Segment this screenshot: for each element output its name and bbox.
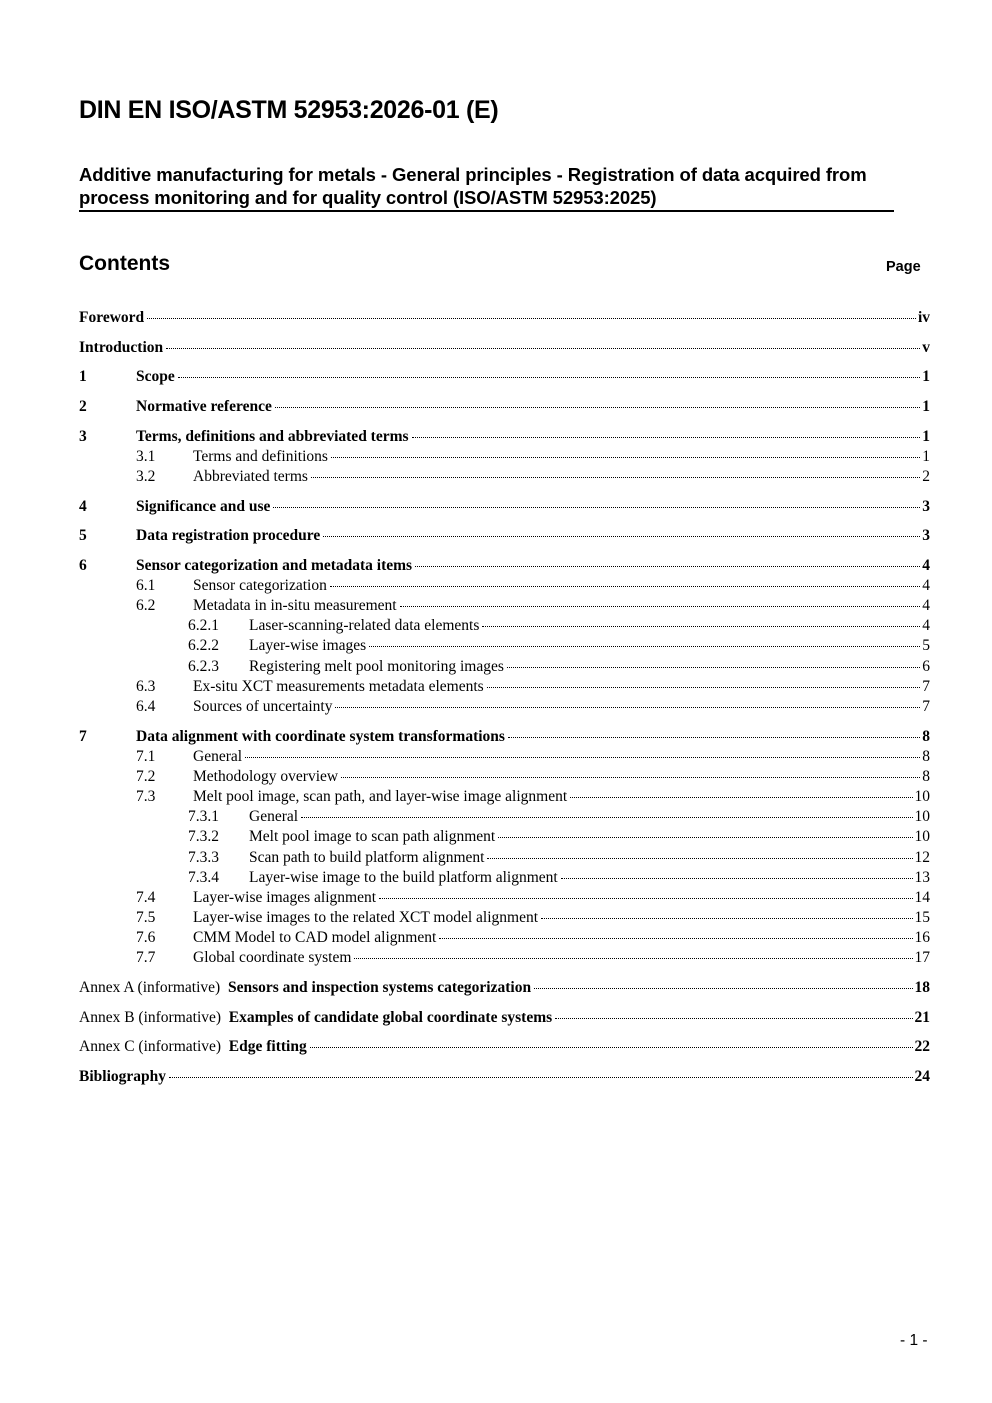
toc-entry-7-5[interactable] [0,908,992,928]
toc-entry-7-2[interactable] [0,767,992,787]
toc-entry-page: v [922,339,930,356]
toc-entry-title[interactable]: General [249,808,299,825]
dot-leader [311,476,920,478]
toc-entry-title[interactable]: Introduction [79,339,164,356]
toc-entry-6-4[interactable] [0,697,992,717]
toc-entry-number: 7.4 [136,889,156,906]
document-subtitle: Additive manufacturing for metals - General principles - Registration of data acquired from process monitoring and for quality control (ISO/ASTM 52953:2025) [79,163,894,212]
toc-entry-7-6[interactable] [0,928,992,948]
dot-leader [415,565,920,567]
dot-leader [331,456,920,458]
toc-entry-title[interactable]: Sensor categorization and metadata items [136,557,413,574]
dot-leader [147,317,916,319]
document-title: DIN EN ISO/ASTM 52953:2026-01 (E) [79,96,499,124]
toc-entry-page: 3 [922,498,930,515]
toc-entry-number: 7.6 [136,929,156,946]
toc-entry-title[interactable]: Layer-wise images to the related XCT model alignment [193,909,539,926]
toc-entry-2[interactable] [0,397,992,417]
toc-entry-title[interactable]: Ex-situ XCT measurements metadata elements [193,678,484,695]
toc-entry-number: 7.3.2 [188,828,219,845]
dot-leader [354,957,912,959]
dot-leader [379,897,912,899]
toc-entry-number: 7 [79,728,87,745]
dot-leader [310,1046,913,1048]
toc-entry-title[interactable]: Melt pool image to scan path alignment [249,828,496,845]
contents-heading: Contents [79,252,170,275]
toc-entry-title[interactable]: Scope [136,368,175,385]
toc-entry-introduction[interactable] [0,338,992,358]
toc-entry-page: 16 [914,929,930,946]
toc-entry-number: 6 [79,557,87,574]
toc-entry-page: 4 [922,617,930,634]
toc-entry-3[interactable] [0,427,992,447]
toc-entry-page: 5 [922,637,930,654]
toc-entry-title[interactable]: Significance and use [136,498,271,515]
toc-entry-number: 7.3.1 [188,808,219,825]
dot-leader [330,585,920,587]
toc-entry-7-3-4[interactable] [0,868,992,888]
toc-entry-4[interactable] [0,497,992,517]
dot-leader [301,816,912,818]
dot-leader [169,1076,913,1078]
toc-entry-number: 3.1 [136,448,156,465]
toc-entry-title[interactable]: Bibliography [79,1068,166,1085]
toc-entry-page: 24 [914,1068,930,1085]
toc-entry-6-2[interactable] [0,596,992,616]
toc-entry-title[interactable]: Edge fitting [228,1038,307,1055]
toc-entry-page: 21 [914,1009,930,1026]
toc-entry-page: 10 [914,828,930,845]
toc-entry-page: 2 [922,468,930,485]
toc-entry-title[interactable]: Data registration procedure [136,527,321,544]
toc-entry-page: 4 [922,557,930,574]
dot-leader [487,857,912,859]
toc-entry-number: 4 [79,498,87,515]
toc-entry-title[interactable]: Sensor categorization [193,577,327,594]
dot-leader [178,376,921,378]
toc-entry-page: 7 [922,698,930,715]
toc-entry-title[interactable]: Normative reference [136,398,272,415]
toc-entry-number: 7.7 [136,949,156,966]
toc-entry-title[interactable]: Layer-wise images [249,637,367,654]
toc-entry-title[interactable]: Melt pool image, scan path, and layer-wise image alignment [193,788,568,805]
toc-entry-title[interactable]: Abbreviated terms [193,468,308,485]
dot-leader [439,937,912,939]
toc-entry-number: 6.4 [136,698,156,715]
toc-entry-6-2-3[interactable] [0,657,992,677]
dot-leader [245,756,920,758]
toc-entry-number: 7.3.3 [188,849,219,866]
toc-entry-page: 17 [914,949,930,966]
toc-entry-5[interactable] [0,526,992,546]
toc-entry-number: 7.1 [136,748,156,765]
toc-entry-page: 18 [914,979,930,996]
dot-leader [341,776,920,778]
toc-entry-7-3-3[interactable] [0,848,992,868]
dot-leader [555,1017,912,1019]
toc-entry-page: 12 [914,849,930,866]
toc-entry-3-1[interactable] [0,447,992,467]
toc-entry-6-2-2[interactable] [0,636,992,656]
toc-entry-6-2-1[interactable] [0,616,992,636]
dot-leader [335,706,920,708]
dot-leader [275,406,920,408]
toc-entry-page: 10 [914,788,930,805]
toc-entry-7-3-1[interactable] [0,807,992,827]
toc-entry-title[interactable]: General [193,748,243,765]
toc-entry-title[interactable]: Data alignment with coordinate system transformations [136,728,505,745]
toc-entry-page: 7 [922,678,930,695]
toc-entry-title[interactable]: Metadata in in-situ measurement [193,597,397,614]
toc-entry-title[interactable]: Layer-wise images alignment [193,889,377,906]
toc-entry-number: 1 [79,368,87,385]
toc-entry-title[interactable]: Registering melt pool monitoring images [249,658,504,675]
toc-entry-7-4[interactable] [0,888,992,908]
toc-entry-7-7[interactable] [0,948,992,968]
toc-entry-title[interactable]: Layer-wise image to the build platform alignment [249,869,558,886]
toc-entry-title[interactable]: Scan path to build platform alignment [249,849,485,866]
toc-entry-annex-c[interactable] [0,1037,992,1057]
annex-label: Annex C (informative) [79,1038,222,1055]
toc-entry-number: 7.3 [136,788,156,805]
toc-entry-page: 14 [914,889,930,906]
toc-entry-page: 10 [914,808,930,825]
toc-entry-page: 4 [922,577,930,594]
toc-entry-page: iv [917,309,930,326]
toc-entry-7-1[interactable] [0,747,992,767]
toc-entry-page: 1 [922,448,930,465]
dot-leader [412,436,921,438]
toc-entry-page: 1 [922,398,930,415]
dot-leader [323,535,920,537]
dot-leader [534,987,912,989]
toc-entry-page: 4 [922,597,930,614]
dot-leader [570,796,912,798]
toc-entry-annex-a[interactable] [0,978,992,998]
toc-entry-number: 3 [79,428,87,445]
toc-entry-number: 5 [79,527,87,544]
toc-entry-page: 8 [922,728,930,745]
toc-entry-number: 7.2 [136,768,156,785]
toc-entry-number: 6.2.1 [188,617,219,634]
dot-leader [508,736,920,738]
annex-label: Annex B (informative) [79,1009,222,1026]
dot-leader [400,605,921,607]
toc-entry-number: 3.2 [136,468,156,485]
page-number: - 1 - [900,1332,928,1349]
toc-entry-page: 1 [922,368,930,385]
toc-entry-number: 6.1 [136,577,156,594]
toc-entry-6-1[interactable] [0,576,992,596]
toc-entry-annex-b[interactable] [0,1008,992,1028]
toc-entry-title[interactable]: Laser-scanning-related data elements [249,617,480,634]
toc-entry-foreword[interactable] [0,308,992,328]
toc-entry-6-3[interactable] [0,677,992,697]
dot-leader [507,666,920,668]
toc-entry-number: 6.3 [136,678,156,695]
dot-leader [541,917,912,919]
dot-leader [166,347,920,349]
toc-entry-6[interactable] [0,556,992,576]
toc-entry-title[interactable]: Examples of candidate global coordinate systems [228,1009,553,1026]
dot-leader [482,625,920,627]
toc-entry-title[interactable]: Terms, definitions and abbreviated terms [136,428,409,445]
toc-entry-number: 6.2.2 [188,637,219,654]
toc-entry-7-3-2[interactable] [0,827,992,847]
toc-entry-page: 8 [922,748,930,765]
toc-entry-page: 1 [922,428,930,445]
dot-leader [369,645,920,647]
toc-entry-1[interactable] [0,367,992,387]
toc-entry-title[interactable]: Global coordinate system [193,949,352,966]
annex-label: Annex A (informative) [79,979,221,996]
toc-entry-bibliography[interactable] [0,1067,992,1087]
toc-entry-7-3[interactable] [0,787,992,807]
toc-entry-number: 6.2.3 [188,658,219,675]
toc-entry-page: 3 [922,527,930,544]
toc-entry-title[interactable]: Sources of uncertainty [193,698,333,715]
toc-entry-number: 7.5 [136,909,156,926]
dot-leader [487,686,921,688]
toc-entry-page: 15 [914,909,930,926]
toc-entry-title[interactable]: Methodology overview [193,768,339,785]
toc-entry-page: 22 [914,1038,930,1055]
toc-entry-title[interactable]: Foreword [79,309,145,326]
toc-entry-number: 6.2 [136,597,156,614]
toc-entry-number: 2 [79,398,87,415]
toc-entry-number: 7.3.4 [188,869,219,886]
page-column-heading: Page [886,259,921,275]
toc-entry-title[interactable]: CMM Model to CAD model alignment [193,929,437,946]
toc-entry-7[interactable] [0,727,992,747]
toc-entry-title[interactable]: Sensors and inspection systems categorization [227,979,532,996]
toc-entry-page: 13 [914,869,930,886]
dot-leader [273,506,920,508]
dot-leader [498,836,912,838]
toc-entry-3-2[interactable] [0,467,992,487]
toc-entry-page: 6 [922,658,930,675]
toc-entry-title[interactable]: Terms and definitions [193,448,328,465]
dot-leader [561,877,913,879]
toc-entry-page: 8 [922,768,930,785]
